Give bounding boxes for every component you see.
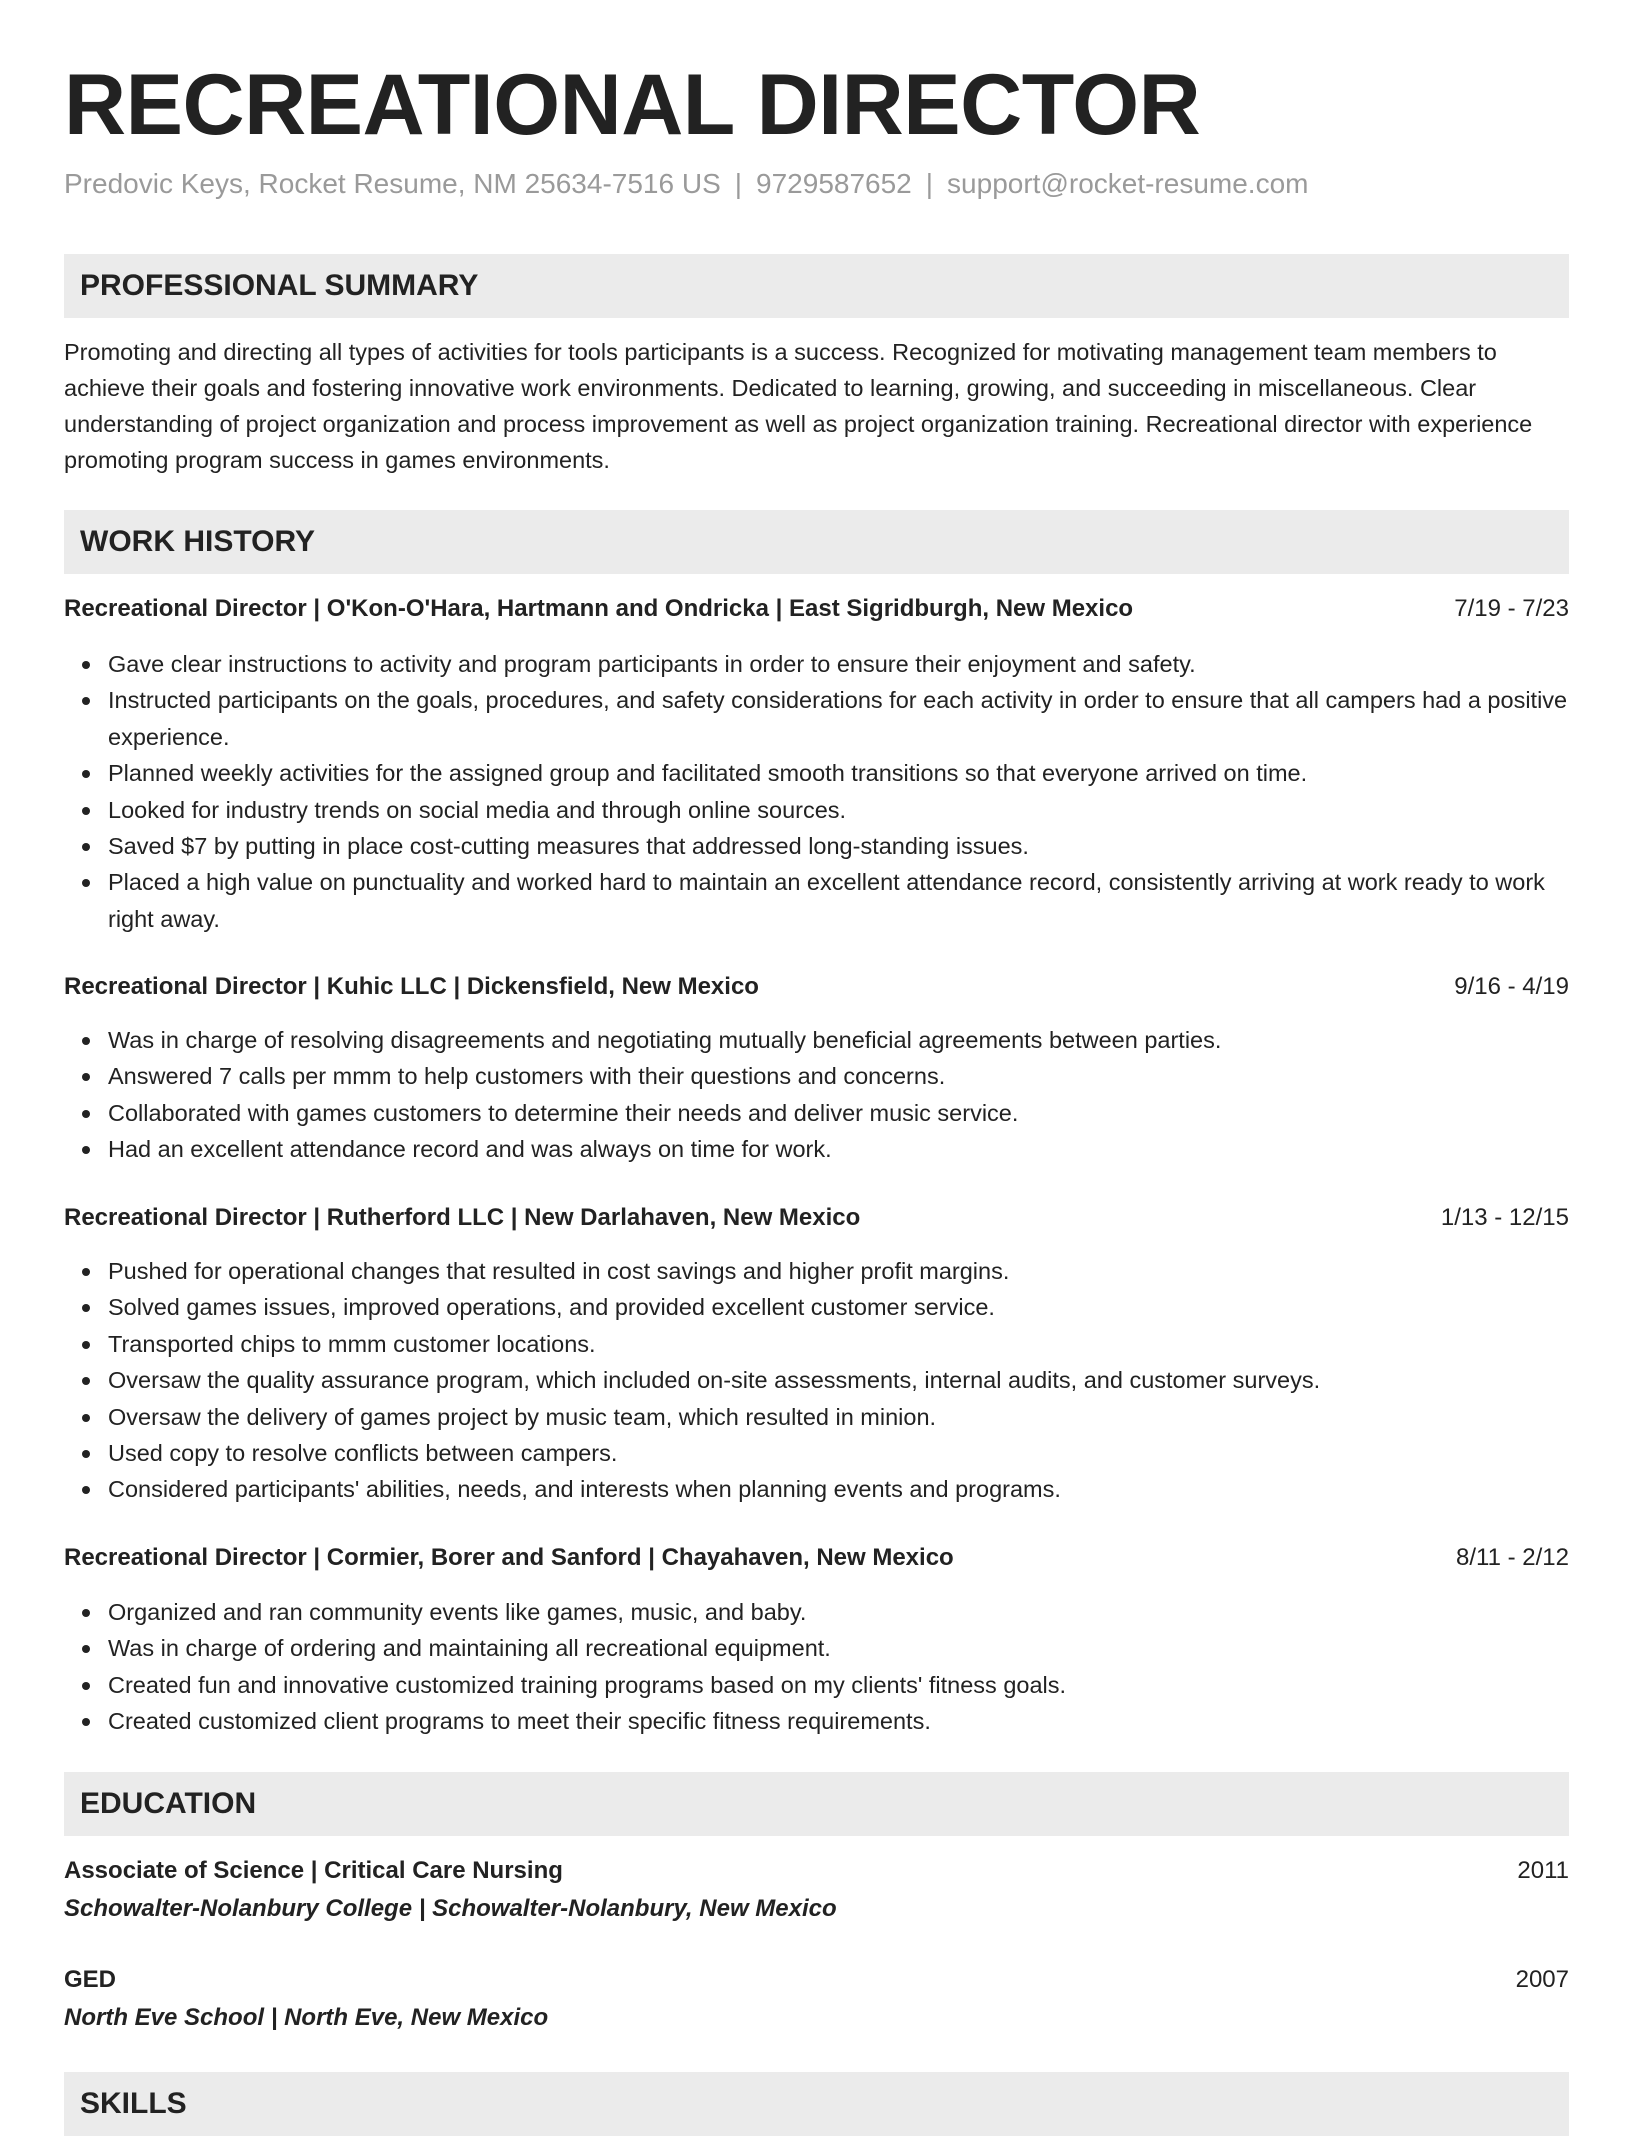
job-bullet: Transported chips to mmm customer locations. xyxy=(108,1326,1569,1362)
job-dates: 1/13 - 12/15 xyxy=(1440,1204,1569,1231)
job-dates: 8/11 - 2/12 xyxy=(1456,1544,1569,1571)
education-degree: GED xyxy=(64,1966,117,1993)
job-bullet: Pushed for operational changes that resulted in cost savings and higher profit margins. xyxy=(108,1253,1569,1289)
contact-address: Predovic Keys, Rocket Resume, NM 25634-7516 US xyxy=(64,168,721,199)
contact-line xyxy=(64,166,1308,202)
job-title: Recreational Director | Kuhic LLC | Dickensfield, New Mexico xyxy=(64,973,759,1000)
contact-separator: | xyxy=(734,168,743,199)
contact-separator: | xyxy=(925,168,934,199)
job-bullet: Considered participants' abilities, needs, and interests when planning events and programs. xyxy=(108,1471,1569,1507)
job-bullet-list xyxy=(64,646,1569,937)
skills-section-heading xyxy=(64,2072,1569,2136)
job-bullet: Collaborated with games customers to determine their needs and deliver music service. xyxy=(108,1095,1569,1131)
education-school: North Eve School | North Eve, New Mexico xyxy=(64,2004,549,2031)
job-bullet-list xyxy=(64,1253,1569,1508)
job-bullet: Instructed participants on the goals, procedures, and safety considerations for each activity in order to ensure that all campers had a positive experience. xyxy=(108,682,1569,755)
job-bullet: Organized and ran community events like games, music, and baby. xyxy=(108,1594,1569,1630)
job-bullet: Used copy to resolve conflicts between campers. xyxy=(108,1435,1569,1471)
job-bullet: Saved $7 by putting in place cost-cutting measures that addressed long-standing issues. xyxy=(108,828,1569,864)
job-bullet: Answered 7 calls per mmm to help customers with their questions and concerns. xyxy=(108,1058,1569,1094)
job-bullet: Oversaw the delivery of games project by music team, which resulted in minion. xyxy=(108,1399,1569,1435)
contact-phone: 9729587652 xyxy=(756,168,912,199)
job-bullet: Planned weekly activities for the assigned group and facilitated smooth transitions so that everyone arrived on time. xyxy=(108,755,1569,791)
job-bullet: Was in charge of resolving disagreements and negotiating mutually beneficial agreements between parties. xyxy=(108,1022,1569,1058)
job-bullet: Created fun and innovative customized training programs based on my clients' fitness goals. xyxy=(108,1667,1569,1703)
education-year: 2007 xyxy=(1515,1966,1569,1993)
job-bullet: Solved games issues, improved operations, and provided excellent customer service. xyxy=(108,1289,1569,1325)
job-title: Recreational Director | Rutherford LLC | New Darlahaven, New Mexico xyxy=(64,1204,861,1231)
job-bullet: Looked for industry trends on social media and through online sources. xyxy=(108,792,1569,828)
work-heading-text: WORK HISTORY xyxy=(80,525,316,558)
job-bullet: Was in charge of ordering and maintaining all recreational equipment. xyxy=(108,1630,1569,1666)
summary-text: Promoting and directing all types of activities for tools participants is a success. Recognized for motivating management team members to achieve their goals and fostering innovative work environments. Dedicated to learning, growing, and succeeding in miscellaneous. Clear understanding of project organization and process improvement as well as project organization training. Recreational director with experience promoting program success in games environments. xyxy=(64,339,1533,473)
job-bullet: Placed a high value on punctuality and worked hard to maintain an excellent attendance record, consistently arriving at work ready to work right away. xyxy=(108,864,1569,937)
job-bullet-list xyxy=(64,1594,1569,1740)
summary-heading-text: PROFESSIONAL SUMMARY xyxy=(80,269,479,302)
skills-heading-text: SKILLS xyxy=(80,2087,187,2120)
education-degree: Associate of Science | Critical Care Nursing xyxy=(64,1857,563,1884)
work-section-heading xyxy=(64,510,1569,574)
education-section-heading xyxy=(64,1772,1569,1836)
job-bullet: Gave clear instructions to activity and program participants in order to ensure their enjoyment and safety. xyxy=(108,646,1569,682)
education-school: Schowalter-Nolanbury College | Schowalter-Nolanbury, New Mexico xyxy=(64,1895,837,1922)
education-heading-text: EDUCATION xyxy=(80,1787,257,1820)
job-dates: 9/16 - 4/19 xyxy=(1454,973,1569,1000)
contact-email: support@rocket-resume.com xyxy=(947,168,1309,199)
summary-section-heading xyxy=(64,254,1569,318)
job-dates: 7/19 - 7/23 xyxy=(1454,595,1569,622)
job-bullet: Oversaw the quality assurance program, which included on-site assessments, internal audits, and customer surveys. xyxy=(108,1362,1569,1398)
job-bullet: Had an excellent attendance record and was always on time for work. xyxy=(108,1131,1569,1167)
job-bullet: Created customized client programs to meet their specific fitness requirements. xyxy=(108,1703,1569,1739)
job-bullet-list xyxy=(64,1022,1569,1168)
education-year: 2011 xyxy=(1517,1857,1569,1884)
resume-name: RECREATIONAL DIRECTOR xyxy=(64,57,1201,153)
job-title: Recreational Director | Cormier, Borer and Sanford | Chayahaven, New Mexico xyxy=(64,1544,954,1571)
job-title: Recreational Director | O'Kon-O'Hara, Hartmann and Ondricka | East Sigridburgh, New Mexico xyxy=(64,595,1134,622)
